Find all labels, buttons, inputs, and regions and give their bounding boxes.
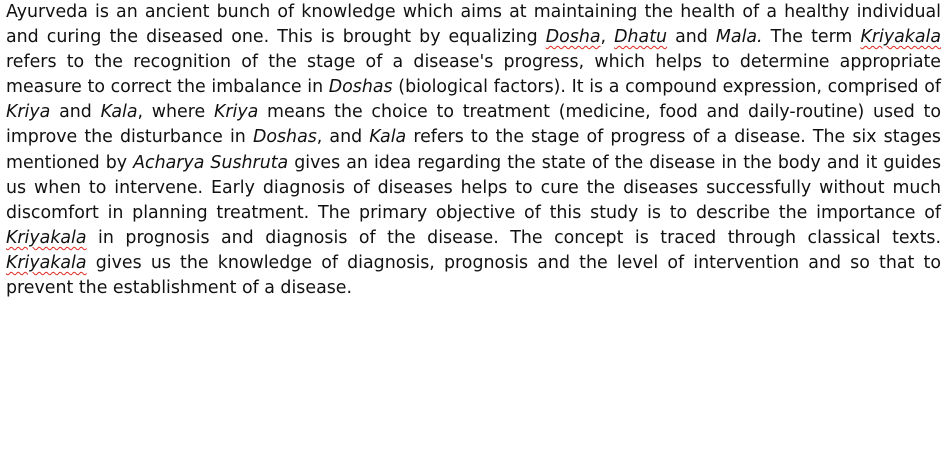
text-run: in prognosis and diagnosis of the disease. The concept is traced through classical texts. — [86, 227, 941, 248]
misspelled-term[interactable]: Kriyakala — [6, 227, 87, 248]
text-run: means the choice to treatment (medicine, food and daily-routine) used to improve the disturbance in — [6, 102, 942, 148]
text-run: , and — [316, 127, 370, 148]
italic-term: Kriya — [6, 102, 51, 123]
misspelled-term[interactable]: Dhatu — [614, 27, 668, 48]
text-run: and — [50, 102, 101, 123]
italic-term: Kala — [100, 102, 138, 123]
text-run: (biological factors). It is a compound expression, comprised of — [392, 77, 942, 98]
text-run: and — [667, 27, 716, 48]
text-run: gives us the knowledge of diagnosis, prognosis and the level of intervention and so that to prevent the establishment of a disease. — [6, 252, 941, 299]
italic-term: Kala — [369, 127, 407, 148]
misspelled-term[interactable]: Kriyakala — [860, 27, 942, 48]
italic-term: Doshas — [328, 77, 393, 98]
misspelled-term[interactable]: Dosha — [545, 27, 601, 48]
text-run: , — [600, 27, 615, 48]
italic-term: Kriya — [213, 102, 259, 123]
italic-term: Mala. — [715, 27, 763, 48]
text-run: refers to the recognition of the stage of a disease's progress, which helps to determine appropriate measure to correct the imbalance in — [6, 52, 941, 98]
text-run: refers to the stage of progress of a disease. The six stages mentioned by — [6, 127, 941, 173]
abstract-paragraph[interactable] — [6, 0, 941, 301]
text-run: The term — [762, 27, 861, 48]
text-run: , where — [137, 102, 214, 123]
misspelled-term[interactable]: Kriyakala — [6, 252, 87, 273]
italic-term: Doshas — [252, 127, 317, 148]
text-run: Ayurveda is an ancient bunch of knowledge which aims at maintaining the health of a healthy individual and curing the diseased one. This is brought by equalizing — [6, 2, 941, 48]
italic-term: Acharya Sushruta — [133, 152, 289, 173]
text-run: gives an idea regarding the state of the disease in the body and it guides us when to intervene. Early diagnosis of diseases helps to cure the diseases successfully without much discomfort in planning treatment. The primary objective of this study is to describe the importance of — [6, 152, 942, 223]
